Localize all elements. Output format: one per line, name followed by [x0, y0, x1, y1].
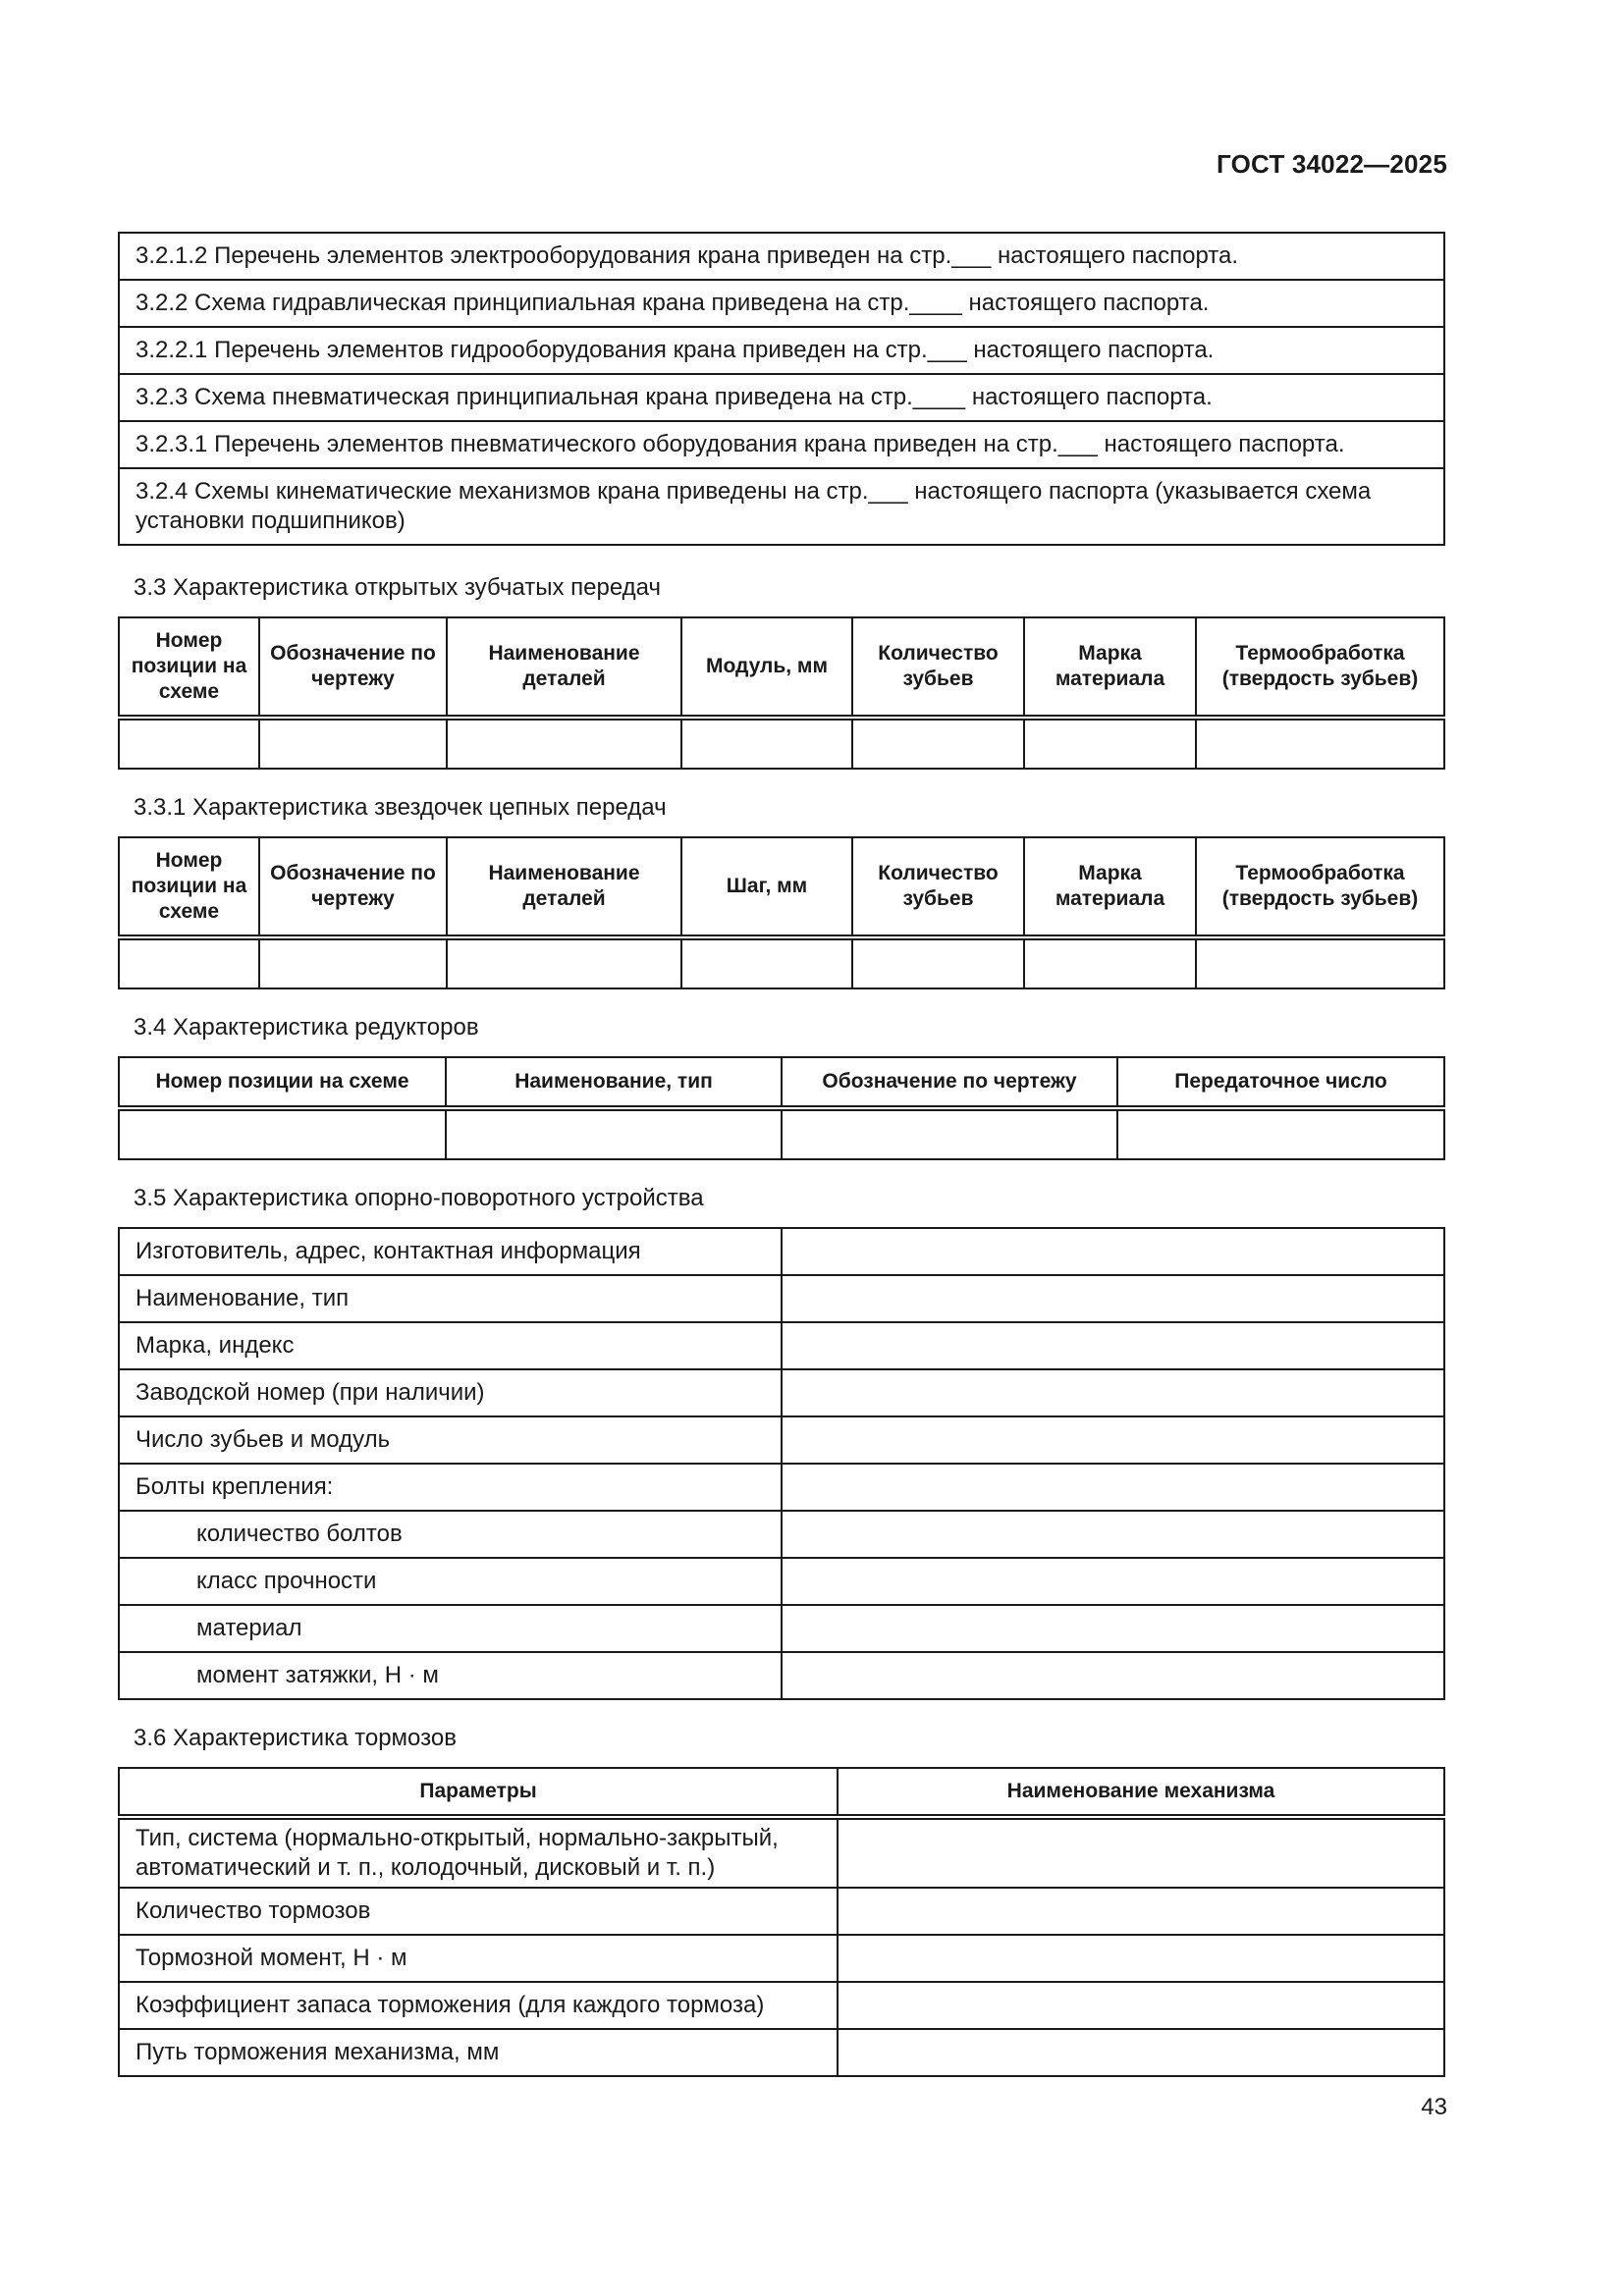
empty-cell[interactable]	[681, 937, 852, 988]
table-row	[119, 233, 1444, 280]
empty-cell[interactable]	[446, 1108, 782, 1159]
row-label: Изготовитель, адрес, контактная информация	[119, 1228, 782, 1275]
table-row	[119, 1228, 1444, 1275]
empty-cell[interactable]	[1117, 1108, 1444, 1159]
column-header: Марка материала	[1024, 837, 1196, 937]
empty-cell[interactable]	[782, 1605, 1444, 1652]
sprockets-table	[118, 836, 1445, 989]
row-label: количество болтов	[119, 1511, 782, 1558]
table-row	[119, 1322, 1444, 1369]
column-header: Номер позиции на схеме	[119, 1057, 446, 1108]
table-row	[119, 937, 1444, 988]
section-caption-sprockets: 3.3.1 Характеристика звездочек цепных передач	[134, 794, 667, 821]
row-label: Число зубьев и модуль	[119, 1416, 782, 1464]
column-header: Марка материала	[1024, 617, 1196, 718]
table-cell: 3.2.2.1 Перечень элементов гидрооборудования крана приведен на стр.___ настоящего паспорта.	[119, 327, 1444, 374]
section-caption-brakes: 3.6 Характеристика тормозов	[134, 1725, 457, 1751]
row-label: Количество тормозов	[119, 1888, 838, 1935]
table-row	[119, 718, 1444, 769]
table-row	[119, 280, 1444, 327]
table-row	[119, 1275, 1444, 1322]
empty-cell[interactable]	[259, 718, 447, 769]
empty-cell[interactable]	[782, 1652, 1444, 1699]
references-table	[118, 232, 1445, 546]
table-header-row	[119, 1768, 1444, 1817]
table-row	[119, 421, 1444, 468]
empty-cell[interactable]	[1024, 937, 1196, 988]
table-row	[119, 1888, 1444, 1935]
column-header: Модуль, мм	[681, 617, 852, 718]
table-row	[119, 1935, 1444, 1982]
table-row	[119, 1558, 1444, 1605]
empty-cell[interactable]	[119, 937, 259, 988]
row-label: материал	[119, 1605, 782, 1652]
column-header: Параметры	[119, 1768, 838, 1817]
empty-cell[interactable]	[259, 937, 447, 988]
table-header-row	[119, 617, 1444, 718]
empty-cell[interactable]	[782, 1464, 1444, 1511]
table-row	[119, 1369, 1444, 1416]
empty-cell[interactable]	[782, 1275, 1444, 1322]
row-label: Марка, индекс	[119, 1322, 782, 1369]
table-row	[119, 1511, 1444, 1558]
column-header: Наименование механизма	[838, 1768, 1444, 1817]
column-header: Обозначение по чертежу	[259, 837, 447, 937]
row-label: класс прочности	[119, 1558, 782, 1605]
brakes-table	[118, 1767, 1445, 2077]
row-label: Тормозной момент, Н · м	[119, 1935, 838, 1982]
column-header: Количество зубьев	[852, 617, 1024, 718]
row-label: Коэффициент запаса торможения (для каждого тормоза)	[119, 1982, 838, 2029]
table-row	[119, 1464, 1444, 1511]
empty-cell[interactable]	[119, 718, 259, 769]
section-caption-gears: 3.3 Характеристика открытых зубчатых передач	[134, 574, 661, 601]
table-row	[119, 1982, 1444, 2029]
empty-cell[interactable]	[782, 1108, 1117, 1159]
row-label: Наименование, тип	[119, 1275, 782, 1322]
empty-cell[interactable]	[852, 718, 1024, 769]
column-header: Номер позиции на схеме	[119, 837, 259, 937]
empty-cell[interactable]	[782, 1369, 1444, 1416]
table-cell: 3.2.1.2 Перечень элементов электрооборудования крана приведен на стр.___ настоящего паспорта.	[119, 233, 1444, 280]
table-row	[119, 468, 1444, 545]
empty-cell[interactable]	[838, 1982, 1444, 2029]
document-code: ГОСТ 34022—2025	[1217, 149, 1447, 179]
column-header: Обозначение по чертежу	[782, 1057, 1117, 1108]
empty-cell[interactable]	[447, 937, 681, 988]
table-header-row	[119, 1057, 1444, 1108]
column-header: Наименование деталей	[447, 837, 681, 937]
section-caption-reducers: 3.4 Характеристика редукторов	[134, 1014, 479, 1041]
empty-cell[interactable]	[447, 718, 681, 769]
reducers-table	[118, 1056, 1445, 1160]
column-header: Количество зубьев	[852, 837, 1024, 937]
column-header: Шаг, мм	[681, 837, 852, 937]
column-header: Обозначение по чертежу	[259, 617, 447, 718]
page-content	[118, 232, 1445, 2077]
empty-cell[interactable]	[782, 1416, 1444, 1464]
column-header: Наименование деталей	[447, 617, 681, 718]
empty-cell[interactable]	[838, 2029, 1444, 2076]
empty-cell[interactable]	[681, 718, 852, 769]
empty-cell[interactable]	[782, 1228, 1444, 1275]
table-cell: 3.2.2 Схема гидравлическая принципиальная крана приведена на стр.____ настоящего паспорта.	[119, 280, 1444, 327]
column-header: Номер позиции на схеме	[119, 617, 259, 718]
table-row	[119, 1605, 1444, 1652]
empty-cell[interactable]	[1196, 718, 1444, 769]
empty-cell[interactable]	[782, 1322, 1444, 1369]
table-row	[119, 1416, 1444, 1464]
table-row	[119, 327, 1444, 374]
table-row	[119, 1817, 1444, 1888]
empty-cell[interactable]	[782, 1558, 1444, 1605]
row-label: Путь торможения механизма, мм	[119, 2029, 838, 2076]
section-caption-slewing: 3.5 Характеристика опорно-поворотного устройства	[134, 1185, 704, 1211]
table-cell: 3.2.3 Схема пневматическая принципиальная крана приведена на стр.____ настоящего паспорта.	[119, 374, 1444, 421]
column-header: Термообработка (твердость зубьев)	[1196, 617, 1444, 718]
slewing-table	[118, 1227, 1445, 1700]
empty-cell[interactable]	[838, 1935, 1444, 1982]
table-row	[119, 2029, 1444, 2076]
column-header: Термообработка (твердость зубьев)	[1196, 837, 1444, 937]
row-label: Заводской номер (при наличии)	[119, 1369, 782, 1416]
table-row	[119, 1652, 1444, 1699]
empty-cell[interactable]	[1196, 937, 1444, 988]
empty-cell[interactable]	[119, 1108, 446, 1159]
empty-cell[interactable]	[1024, 718, 1196, 769]
table-header-row	[119, 837, 1444, 937]
table-cell: 3.2.3.1 Перечень элементов пневматического оборудования крана приведен на стр.___ настоящего паспорта.	[119, 421, 1444, 468]
empty-cell[interactable]	[838, 1817, 1444, 1888]
row-label: момент затяжки, Н · м	[119, 1652, 782, 1699]
column-header: Наименование, тип	[446, 1057, 782, 1108]
gears-table	[118, 616, 1445, 770]
row-label: Тип, система (нормально-открытый, нормально-закрытый, автоматический и т. п., колодочный, дисковый и т. п.)	[119, 1817, 838, 1888]
page-number: 43	[1421, 2094, 1447, 2120]
empty-cell[interactable]	[838, 1888, 1444, 1935]
table-row	[119, 1108, 1444, 1159]
column-header: Передаточное число	[1117, 1057, 1444, 1108]
table-row	[119, 374, 1444, 421]
row-label: Болты крепления:	[119, 1464, 782, 1511]
table-cell: 3.2.4 Схемы кинематические механизмов крана приведены на стр.___ настоящего паспорта (указывается схема установки подшипников)	[119, 468, 1444, 545]
empty-cell[interactable]	[782, 1511, 1444, 1558]
empty-cell[interactable]	[852, 937, 1024, 988]
